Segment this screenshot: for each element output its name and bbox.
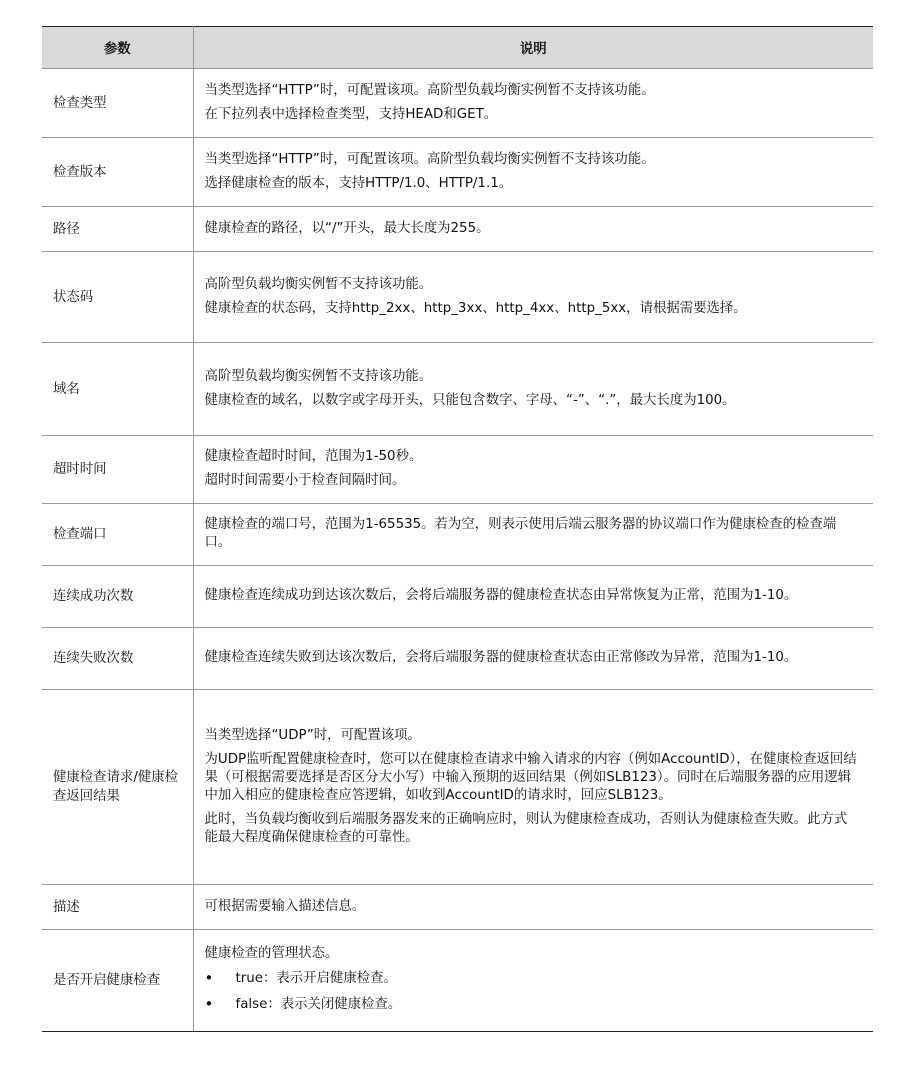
description-line: 健康检查的状态码，支持http_2xx、http_3xx、http_4xx、http_5xx，请根据需要选择。 bbox=[204, 300, 747, 316]
param-name: 路径 bbox=[42, 207, 193, 252]
description-line: 健康检查的管理状态。 bbox=[204, 946, 339, 961]
table-header-row bbox=[42, 27, 873, 69]
param-name: 检查类型 bbox=[42, 69, 193, 138]
table-row bbox=[42, 138, 873, 207]
param-description bbox=[193, 930, 873, 1032]
table-row bbox=[42, 690, 873, 885]
param-description bbox=[193, 138, 873, 207]
param-name: 检查版本 bbox=[42, 138, 193, 207]
bullet-item: • true：表示开启健康检查。 bbox=[205, 966, 860, 992]
header-desc: 说明 bbox=[193, 27, 873, 69]
bullet-item: • false：表示关闭健康检查。 bbox=[205, 992, 860, 1018]
table-row bbox=[42, 930, 873, 1032]
table-row bbox=[42, 207, 873, 252]
param-description bbox=[193, 343, 873, 436]
param-name: 域名 bbox=[42, 343, 193, 436]
description-line: 此时，当负载均衡收到后端服务器发来的正确响应时，则认为健康检查成功，否则认为健康检查失败。此方式能最大程度确保健康检查的可靠性。 bbox=[204, 811, 848, 845]
description-line: 健康检查的域名，以数字或字母开头，只能包含数字、字母、“-”、“.”，最大长度为100。 bbox=[204, 392, 736, 408]
table-row bbox=[42, 69, 873, 138]
description-line: 健康检查的端口号，范围为1-65535。若为空，则表示使用后端云服务器的协议端口作为健康检查的检查端口。 bbox=[204, 517, 837, 550]
param-name: 状态码 bbox=[42, 252, 193, 343]
param-description bbox=[193, 436, 873, 504]
param-name: 连续失败次数 bbox=[42, 628, 193, 690]
description-line: 健康检查的路径，以“/”开头，最大长度为255。 bbox=[204, 220, 490, 236]
description-line: 高阶型负载均衡实例暂不支持该功能。 bbox=[204, 276, 433, 292]
description-line: 在下拉列表中选择检查类型，支持HEAD和GET。 bbox=[204, 106, 498, 122]
table-row bbox=[42, 504, 873, 566]
header-param: 参数 bbox=[42, 27, 193, 69]
param-description bbox=[193, 207, 873, 252]
parameter-table bbox=[42, 26, 873, 1032]
param-description bbox=[193, 690, 873, 885]
param-description bbox=[193, 628, 873, 690]
param-name: 连续成功次数 bbox=[42, 566, 193, 628]
description-line: 健康检查连续失败到达该次数后，会将后端服务器的健康检查状态由正常修改为异常，范围为1-10。 bbox=[204, 650, 798, 665]
description-line: 为UDP监听配置健康检查时，您可以在健康检查请求中输入请求的内容（例如AccountID），在健康检查返回结果（可根据需要选择是否区分大小写）中输入预期的返回结果（例如SLB123）。同时在后端服务器的应用逻辑中加入相应的健康检查应答逻辑，如收到AccountID的请求时，回应SLB123。 bbox=[204, 751, 857, 803]
param-description bbox=[193, 504, 873, 566]
table-row bbox=[42, 628, 873, 690]
table-row bbox=[42, 566, 873, 628]
param-name: 健康检查请求/健康检查返回结果 bbox=[42, 690, 193, 885]
description-line: 可根据需要输入描述信息。 bbox=[204, 898, 366, 914]
description-line: 健康检查超时时间，范围为1-50秒。 bbox=[204, 449, 423, 464]
table-row bbox=[42, 252, 873, 343]
table-row bbox=[42, 436, 873, 504]
param-name: 描述 bbox=[42, 885, 193, 930]
param-description bbox=[193, 252, 873, 343]
param-name: 检查端口 bbox=[42, 504, 193, 566]
table-row bbox=[42, 343, 873, 436]
description-line: 超时时间需要小于检查间隔时间。 bbox=[204, 473, 406, 488]
description-line: 当类型选择“HTTP”时，可配置该项。高阶型负载均衡实例暂不支持该功能。 bbox=[204, 151, 655, 167]
description-line: 当类型选择“UDP”时，可配置该项。 bbox=[204, 727, 421, 743]
param-name: 超时时间 bbox=[42, 436, 193, 504]
param-name: 是否开启健康检查 bbox=[42, 930, 193, 1032]
param-description bbox=[193, 885, 873, 930]
table-body bbox=[42, 69, 873, 1032]
table-row bbox=[42, 885, 873, 930]
description-line: 高阶型负载均衡实例暂不支持该功能。 bbox=[204, 368, 433, 384]
description-line: 当类型选择“HTTP”时，可配置该项。高阶型负载均衡实例暂不支持该功能。 bbox=[204, 82, 655, 98]
param-description bbox=[193, 69, 873, 138]
param-description bbox=[193, 566, 873, 628]
description-line: 选择健康检查的版本，支持HTTP/1.0、HTTP/1.1。 bbox=[204, 175, 513, 191]
description-line: 健康检查连续成功到达该次数后，会将后端服务器的健康检查状态由异常恢复为正常，范围为1-10。 bbox=[204, 588, 798, 603]
